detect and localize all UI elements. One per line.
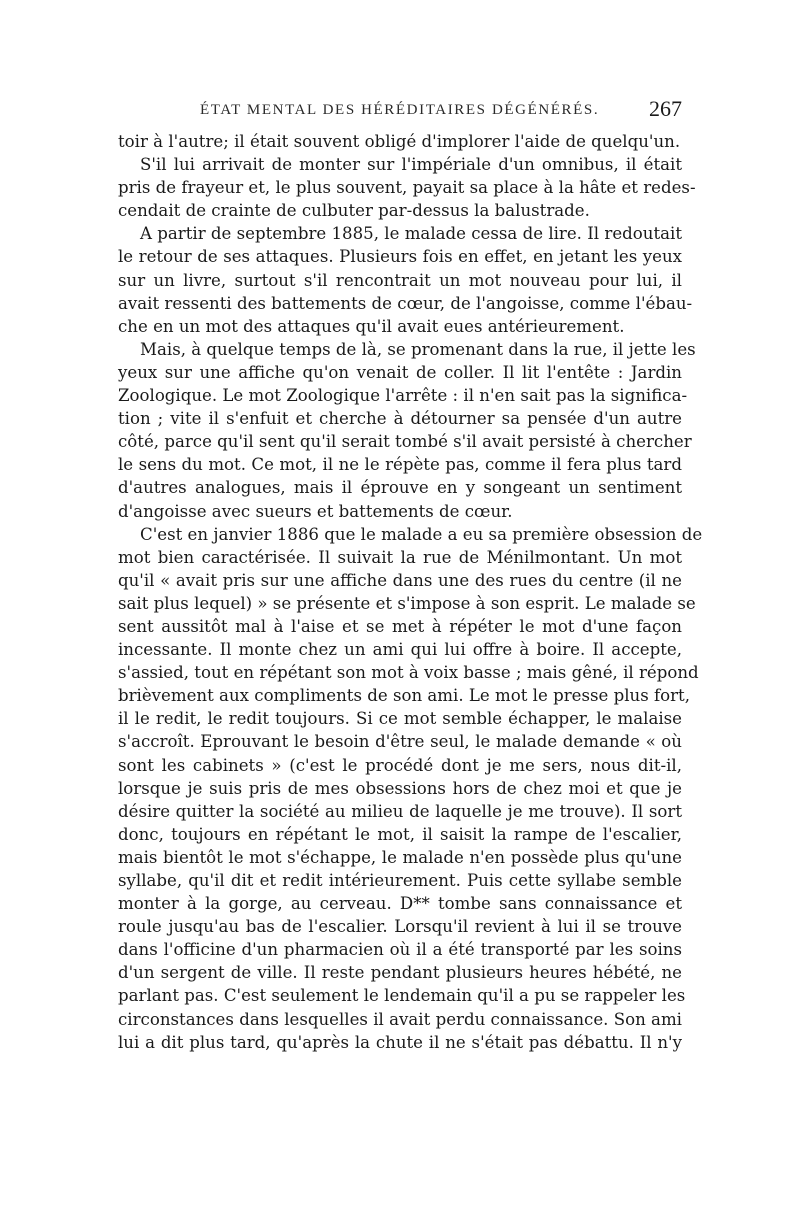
text-line: toir à l'autre; il était souvent obligé d'implorer l'aide de quelqu'un.	[118, 132, 681, 151]
text-line: syllabe, qu'il dit et redit intérieurement. Puis cette syllabe semble	[118, 871, 682, 890]
text-line: pris de frayeur et, le plus souvent, payait sa place à la hâte et redes-	[118, 178, 696, 198]
text-line: circonstances dans lesquelles il avait perdu connaissance. Son ami	[118, 1009, 682, 1029]
running-head	[118, 96, 682, 126]
text-line: cendait de crainte de culbuter par-dessus la balustrade.	[118, 201, 590, 221]
text-line: sent aussitôt mal à l'aise et se met à répéter le mot d'une façon	[118, 616, 682, 636]
text-line: d'angoisse avec sueurs et battements de cœur.	[118, 501, 513, 521]
text-line: le retour de ses attaques. Plusieurs fois en effet, en jetant les yeux	[118, 247, 682, 267]
text-line: yeux sur une affiche qu'on venait de coller. Il lit l'entête : Jardin	[118, 362, 682, 382]
text-line: lui a dit plus tard, qu'après la chute il ne s'était pas débattu. Il n'y	[118, 1032, 682, 1052]
text-line: mais bientôt le mot s'échappe, le malade n'en possède plus qu'une	[118, 847, 682, 867]
text-line: tion ; vite il s'enfuit et cherche à détourner sa pensée d'un autre	[118, 409, 682, 429]
body-text	[118, 130, 703, 1054]
text-line: d'un sergent de ville. Il reste pendant plusieurs heures hébété, ne	[118, 963, 682, 983]
text-line: côté, parce qu'il sent qu'il serait tombé s'il avait persisté à chercher	[118, 432, 692, 452]
text-line: il le redit, le redit toujours. Si ce mot semble échapper, le malaise	[118, 709, 682, 729]
text-line: sur un livre, surtout s'il rencontrait un mot nouveau pour lui, il	[118, 270, 682, 290]
page-number: 267	[649, 96, 682, 121]
text-line: qu'il « avait pris sur une affiche dans une des rues du centre (il ne	[118, 570, 682, 590]
text-line: Zoologique. Le mot Zoologique l'arrête : il n'en sait pas la significa-	[118, 386, 688, 406]
text-line: le sens du mot. Ce mot, il ne le répète pas, comme il fera plus tard	[118, 455, 682, 475]
text-line: donc, toujours en répétant le mot, il saisit la rampe de l'escalier,	[118, 824, 682, 844]
text-line: s'accroît. Eprouvant le besoin d'être seul, le malade demande « où	[118, 732, 682, 752]
text-line: monter à la gorge, au cerveau. D** tombe sans connaissance et	[118, 894, 682, 914]
text-line: roule jusqu'au bas de l'escalier. Lorsqu'il revient à lui il se trouve	[118, 917, 682, 937]
text-line: A partir de septembre 1885, le malade cessa de lire. Il redoutait	[140, 224, 682, 244]
text-line: Mais, à quelque temps de là, se promenant dans la rue, il jette les	[140, 339, 696, 359]
text-line: brièvement aux compliments de son ami. Le mot le presse plus fort,	[118, 686, 690, 706]
text-line: sont les cabinets » (c'est le procédé dont je me sers, nous dit-il,	[118, 755, 682, 775]
text-line: C'est en janvier 1886 que le malade a eu sa première obsession de	[140, 524, 703, 544]
text-line: incessante. Il monte chez un ami qui lui offre à boire. Il accepte,	[118, 640, 682, 660]
text-line: d'autres analogues, mais il éprouve en y songeant un sentiment	[118, 478, 682, 498]
text-line: s'assied, tout en répétant son mot à voix basse ; mais gêné, il répond	[118, 663, 699, 683]
text-line: sait plus lequel) » se présente et s'impose à son esprit. Le malade se	[118, 593, 696, 613]
text-line: désire quitter la société au milieu de laquelle je me trouve). Il sort	[118, 801, 682, 821]
text-line: lorsque je suis pris de mes obsessions hors de chez moi et que je	[118, 778, 682, 798]
text-line: che en un mot des attaques qu'il avait eues antérieurement.	[118, 316, 625, 336]
text-line: mot bien caractérisée. Il suivait la rue de Ménilmontant. Un mot	[118, 547, 682, 567]
text-line: avait ressenti des battements de cœur, de l'angoisse, comme l'ébau-	[118, 293, 693, 313]
text-line: S'il lui arrivait de monter sur l'impériale d'un omnibus, il était	[140, 155, 682, 175]
text-line: dans l'officine d'un pharmacien où il a été transporté par les soins	[118, 940, 682, 960]
running-title: ÉTAT MENTAL DES HÉRÉDITAIRES DÉGÉNÉRÉS.	[200, 102, 600, 118]
text-line: parlant pas. C'est seulement le lendemain qu'il a pu se rappeler les	[118, 986, 686, 1006]
